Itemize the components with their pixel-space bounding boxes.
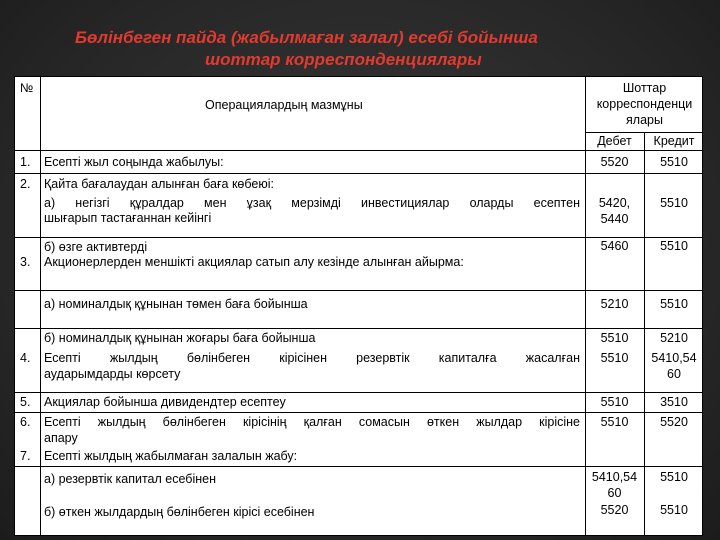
row-debit: 5510 — [600, 415, 629, 429]
row-credit: 5510 — [660, 239, 688, 253]
row-text: Акционерлерден меншікті акциялар сатып алу кезінде алынған айырма: — [44, 255, 464, 269]
row-debit: 5210 — [600, 297, 629, 311]
row-credit: 5520 — [660, 415, 688, 429]
row-divider — [15, 237, 702, 238]
header-accounts-line-3: ялары — [626, 113, 663, 127]
header-accounts-line-2: корреспонденци — [596, 97, 693, 111]
row-credit: 5210 — [660, 331, 688, 345]
header-number: № — [20, 81, 34, 95]
row-debit: 5510 — [600, 331, 629, 345]
row-number: 4. — [20, 351, 31, 365]
row-text: Қайта бағалаудан алынған баға көбеюі: — [44, 177, 274, 191]
row-credit: 5510 — [660, 503, 688, 517]
header-accounts-line-1: Шоттар — [622, 81, 667, 95]
row-debit: 5510 — [600, 395, 629, 409]
row-divider — [15, 392, 702, 393]
row-text: б) өткен жылдардың бөлінбеген кірісі есебінен — [44, 505, 315, 519]
row-text: Есепті жылдың бөлінбеген кірісінен резервтік капиталға жасалған — [44, 351, 580, 365]
row-debit: 5420, — [598, 196, 631, 210]
row-number: 6. — [20, 415, 31, 429]
slide-title-line-2: шоттар корреспонденциялары — [205, 50, 482, 69]
row-text: а) номиналдық құнынан төмен баға бойынша — [44, 297, 308, 311]
row-debit: 5410,54 — [591, 470, 638, 484]
row-text: аударымдарды көрсету — [44, 367, 181, 381]
row-text: Акциялар бойынша дивидендтер есептеу — [44, 395, 286, 409]
row-text: б) өзге активтерді — [44, 240, 148, 254]
row-credit: 3510 — [660, 395, 688, 409]
row-divider — [15, 412, 702, 413]
row-credit: 5510 — [660, 196, 688, 210]
row-number: 5. — [20, 395, 31, 409]
row-text: а) негізгі құралдар мен ұзақ мерзімді инвестициялар оларды есептен — [44, 196, 580, 210]
row-divider — [15, 173, 702, 174]
row-text: Есепті жыл соңында жабылуы: — [44, 155, 224, 169]
row-debit: 60 — [607, 486, 622, 500]
row-number: 7. — [20, 449, 31, 463]
header-operation: Операциялардың мазмұны — [205, 98, 363, 112]
row-text: шығарып тастағаннан кейінгі — [44, 211, 212, 225]
row-text: б) номиналдық құнынан жоғары баға бойынша — [44, 331, 316, 345]
header-credit: Кредит — [653, 134, 695, 148]
row-text: Есепті жылдың бөлінбеген кірісінің қалған сомасын өткен жылдар кірісіне — [44, 415, 580, 429]
slide-title-line-1: Бөлінбеген пайда (жабылмаған залал) есебі бойынша — [75, 28, 538, 47]
row-debit: 5520 — [600, 155, 629, 169]
correspondence-table — [14, 76, 703, 536]
row-number: 1. — [20, 155, 31, 169]
row-text: а) резервтік капитал есебінен — [44, 472, 216, 486]
row-credit: 5410,54 — [651, 351, 697, 365]
row-divider — [15, 466, 702, 467]
row-text: апару — [44, 431, 78, 445]
header-debit: Дебет — [597, 134, 632, 148]
row-divider — [15, 328, 702, 329]
header-divider — [585, 132, 702, 133]
row-debit: 5510 — [600, 351, 629, 365]
row-credit: 60 — [667, 367, 681, 381]
row-number: 2. — [20, 177, 31, 191]
row-divider — [15, 150, 702, 151]
row-text: Есепті жылдың жабылмаған залалын жабу: — [44, 449, 298, 463]
row-debit: 5440 — [600, 212, 629, 226]
row-debit: 5520 — [600, 503, 629, 517]
row-credit: 5510 — [660, 297, 688, 311]
row-debit: 5460 — [600, 239, 629, 253]
row-divider — [15, 290, 702, 291]
row-credit: 5510 — [660, 155, 688, 169]
row-credit: 5510 — [660, 470, 688, 484]
row-number: 3. — [20, 255, 31, 269]
